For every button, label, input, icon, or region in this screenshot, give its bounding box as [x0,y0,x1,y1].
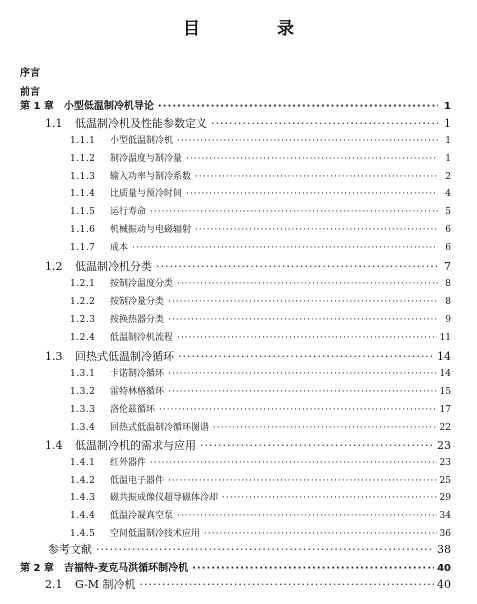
toc-entry-title: 卡诺制冷循环 [110,369,165,379]
dot-leader [158,101,438,112]
toc-entry[interactable] [20,97,451,112]
toc-entry[interactable] [70,222,451,235]
toc-entry-page: 11 [439,333,451,343]
toc-entry-number: 1.1.3 [70,172,96,182]
toc-entry[interactable] [20,559,451,574]
dot-leader [96,543,434,556]
toc-entry-page: 8 [445,279,451,289]
toc-entry-number: 1.4.3 [70,493,96,503]
toc-entry-title: 红外器件 [110,458,147,468]
dot-leader [150,458,437,468]
dot-leader [195,172,438,182]
dot-leader [178,350,434,363]
toc-entry-page: 1 [444,101,451,112]
dot-leader [195,225,438,235]
toc-entry-number: 1.4.1 [70,458,96,468]
toc-entry[interactable] [70,133,451,146]
toc-entry-number: 第 1 章 [20,101,54,112]
toc-entry[interactable] [70,240,451,253]
toc-entry-page: 22 [439,423,451,433]
dot-leader [211,117,438,130]
toc-entry-title: 吉福特-麦克马洪循环制冷机 [63,563,189,574]
toc-entry[interactable] [70,204,451,217]
toc-entry-title: 制冷温度与制冷量 [110,154,183,164]
toc-entry-title: 磁共振成像仪超导磁体冷却 [110,493,219,503]
toc-entry[interactable] [45,437,451,453]
toc-entry-page: 29 [439,493,451,503]
toc-entry[interactable] [70,508,451,521]
toc-entry-title: 机械振动与电磁辐射 [110,225,192,235]
toc-entry-title: 空间低温制冷技术应用 [110,529,201,539]
toc-entry[interactable] [70,473,451,486]
toc-entry-title: 低温制冷机及性能参数定义 [75,117,207,130]
toc-entry-title: 输入功率与制冷系数 [110,172,192,182]
toc-entry-number: 1.4.4 [70,511,96,521]
toc-entry-page: 34 [439,511,451,521]
toc-entry-page: 40 [437,563,451,574]
toc-entry-page: 1 [445,136,451,146]
toc-entry-title: 雷特林格循环 [110,387,165,397]
toc-entry-title: G-M 制冷机 [75,578,136,591]
toc-entry-page: 8 [445,297,451,307]
toc-entry-page: 14 [439,369,451,379]
toc-entry[interactable] [70,420,451,433]
toc-entry-number: 1.3.3 [70,405,96,415]
dot-leader [150,207,438,217]
toc-entry-number: 1.3.1 [70,369,96,379]
dot-leader [132,243,438,253]
toc-entry-number: 1.2.1 [70,279,96,289]
toc-entry-title: 成本 [110,243,129,253]
toc-entry-number: 1.2.2 [70,297,96,307]
toc-entry-number: 1.1.5 [70,207,96,217]
toc-entry-title: 回热式低温制冷循环 [75,350,174,363]
dot-leader [177,333,437,343]
toc-entry[interactable] [70,366,451,379]
toc-entry[interactable] [70,169,451,182]
toc-entry[interactable] [70,330,451,343]
toc-entry-number: 1.3.2 [70,387,96,397]
dot-leader [159,405,437,415]
toc-entry-page: 7 [444,260,451,273]
toc-entry-title: 按制冷量分类 [110,297,165,307]
dot-leader [139,578,434,591]
dot-leader [186,189,438,199]
dot-leader [177,279,438,289]
toc-entry-title: 小型低温制冷机导论 [63,101,154,112]
toc-entry[interactable] [70,402,451,415]
toc-entry-page: 6 [445,225,451,235]
toc-entry-page: 25 [439,476,451,486]
toc-entry-preface[interactable]: 序言 [20,68,40,79]
toc-entry-number: 1.2 [45,260,63,273]
dot-leader [213,423,437,433]
toc-entry[interactable] [70,276,451,289]
toc-entry-title: 低温制冷机流程 [110,333,174,343]
toc-entry-page: 9 [445,315,451,325]
toc-entry-title: 比质量与预冷时间 [110,189,183,199]
dot-leader [222,493,437,503]
toc-entry-number: 1.4.5 [70,529,96,539]
toc-entry-title: 洛伦兹循环 [110,405,156,415]
toc-entry[interactable] [45,576,451,592]
toc-entry-page: 2 [445,172,451,182]
toc-entry-page: 1 [445,154,451,164]
dot-leader [204,529,437,539]
toc-entry-number: 1.4.2 [70,476,96,486]
toc-entry[interactable] [45,115,451,131]
toc-entry-page: 36 [439,529,451,539]
toc-entry-number: 第 2 章 [20,563,54,574]
toc-entry[interactable] [45,348,451,364]
toc-entry-title: 低温制冷机的需求与应用 [75,439,196,452]
toc-entry[interactable] [45,258,451,274]
toc-entry[interactable] [70,151,451,164]
toc-entry-title: 低温冷凝真空泵 [110,511,174,521]
toc-entry-number: 1.1.6 [70,225,96,235]
toc-entry[interactable] [70,294,451,307]
toc-entry[interactable] [70,384,451,397]
toc-entry-page: 15 [439,387,451,397]
toc-entry-number: 1.4 [45,439,63,452]
toc-entry-page: 5 [445,207,451,217]
toc-entry-number: 1.1.2 [70,154,96,164]
toc-entry-title: 低温电子器件 [110,476,165,486]
toc-entry-title: 低温制冷机分类 [75,260,152,273]
toc-entry-number: 1.2.3 [70,315,96,325]
toc-entry-number: 1.1.1 [70,136,96,146]
toc-entry-number: 1.1 [45,117,63,130]
toc-entry[interactable] [48,541,451,557]
toc-entry-number: 1.1.7 [70,243,96,253]
toc-entry[interactable] [70,312,451,325]
toc-entry-number: 2.1 [45,578,63,591]
toc-entry-page: 17 [439,405,451,415]
toc-entry-page: 23 [439,458,451,468]
dot-leader [200,439,434,452]
toc-entry-page: 4 [445,189,451,199]
toc-entry-page: 1 [444,117,451,130]
toc-entry-number: 1.3.4 [70,423,96,433]
toc-entry[interactable] [70,186,451,199]
toc-entry-foreword[interactable]: 前言 [20,87,40,98]
dot-leader [156,260,438,273]
toc-entry-page: 23 [437,439,451,452]
dot-leader [168,387,437,397]
toc-entry-number: 1.2.4 [70,333,96,343]
toc-entry-title: 按制冷温度分类 [110,279,174,289]
toc-entry[interactable] [70,490,451,503]
dot-leader [168,315,438,325]
toc-entry-number: 1.3 [45,350,63,363]
toc-entry-number: 1.1.4 [70,189,96,199]
toc-entry-title: 运行寿命 [110,207,147,217]
dot-leader [168,369,437,379]
page-title: 目 录 [183,19,324,39]
dot-leader [186,154,438,164]
toc-entry-title: 参考文献 [48,543,92,556]
toc-entry-page: 40 [437,578,451,591]
toc-entry-title: 回热式低温制冷循环图谱 [110,423,210,433]
toc-entry-title: 按换热器分类 [110,315,165,325]
toc-entry-title: 小型低温制冷机 [110,136,174,146]
dot-leader [168,476,437,486]
toc-entry-page: 14 [437,350,451,363]
dot-leader [177,136,438,146]
dot-leader [192,563,434,574]
dot-leader [168,297,438,307]
toc-entry-page: 38 [437,543,451,556]
toc-entry[interactable] [70,455,451,468]
dot-leader [177,511,437,521]
toc-entry-page: 6 [445,243,451,253]
toc-entry[interactable] [70,526,451,539]
